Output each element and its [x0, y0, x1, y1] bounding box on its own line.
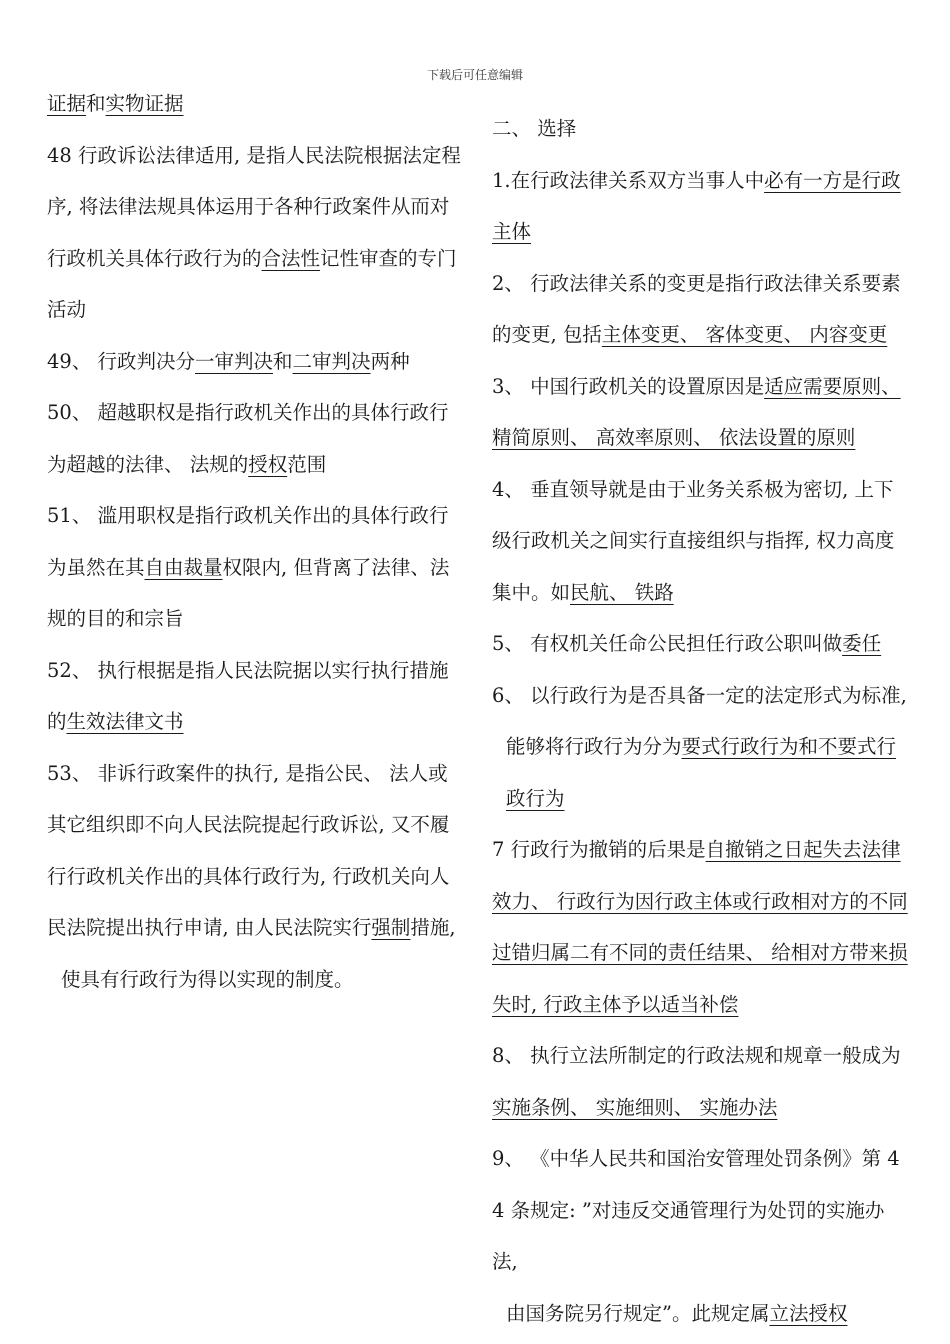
text: 由国务院另行规定”。此规定属 — [506, 1301, 770, 1325]
question-3 — [492, 361, 910, 464]
text: 范围 — [287, 452, 327, 476]
text: 49、 行政判决分 — [47, 349, 196, 373]
right-column — [492, 103, 910, 1339]
underlined-answer: 委任 — [842, 632, 882, 655]
text: 48 行政诉讼法律适用, 是指人民法院根据法定程序, 将法律法规具体运用于各种行政案件从而对行政机关具体行政行为的 — [47, 143, 461, 270]
text: 50、 超越职权是指行政机关作出的具体行政行为超越的法律、 法规的 — [47, 401, 449, 476]
text: 52、 执行根据是指人民法院据以实行执行措施的 — [47, 658, 449, 733]
left-column — [47, 78, 467, 1005]
question-6 — [492, 670, 910, 722]
underlined-answer: 民航、 铁路 — [570, 580, 674, 604]
underlined-answer: 授权 — [248, 452, 288, 476]
text: 1.在行政法律关系双方当事人中 — [492, 168, 765, 192]
text: 措施, — [410, 916, 456, 939]
question-2 — [492, 258, 910, 361]
question-8 — [492, 1030, 910, 1133]
item-50 — [47, 387, 467, 490]
item-53 — [47, 748, 467, 954]
question-4 — [492, 464, 910, 619]
underlined-answer: 生效法律文书 — [66, 710, 184, 733]
text: 记性审查的专门活动 — [47, 246, 457, 321]
text: 4、 垂直领导就是由于业务关系极为密切, 上下级行政机关之间实行直接组织与指挥, 权力高度集中。如 — [492, 477, 895, 604]
text: 5、 有权机关任命公民担任行政公职叫做 — [492, 632, 843, 655]
text: 53、 非诉行政案件的执行, 是指公民、 法人或其它组织即不向人民法院提起行政诉讼, 又不履行行政机关作出的具体行政行为, 行政机关向人民法院提出执行申请, 由人民法院实行 — [47, 761, 450, 939]
text: 51、 滥用职权是指行政机关作出的具体行政行为虽然在其 — [47, 504, 449, 579]
question-9-cont — [492, 1288, 910, 1340]
underlined-answer: 自撤销之日起失去法律效力、 行政行为因行政主体或行政相对方的不同过错归属二有不同的责任结果、 给相对方带来损失时, 行政主体予以适当补偿 — [492, 838, 908, 1016]
text: 3、 中国行政机关的设置原因是 — [492, 374, 765, 398]
text: 8、 执行立法所制定的行政法规和规章一般成为 — [492, 1044, 901, 1067]
underlined-answer: 适应需要原则、精简原则、 高效率原则、 依法设置的原则 — [492, 374, 901, 449]
text: 两种 — [370, 349, 410, 373]
item-51 — [47, 490, 467, 645]
underlined-answer: 合法性 — [261, 246, 321, 270]
text: 权限内, 但背离了法律、法规的目的和宗旨 — [47, 555, 450, 630]
underlined-answer: 一审判决 — [195, 349, 274, 373]
text: 7 行政行为撤销的后果是 — [492, 838, 706, 861]
item-continuation — [47, 78, 467, 130]
question-6-cont — [492, 721, 910, 824]
underlined-answer: 要式行政行为和不要式行政行为 — [506, 735, 897, 810]
item-48 — [47, 130, 467, 336]
question-9 — [492, 1133, 910, 1288]
question-7 — [492, 824, 910, 1030]
underlined-answer: 立法授权 — [769, 1301, 848, 1325]
question-1 — [492, 155, 910, 258]
underlined-answer: 二审判决 — [292, 349, 371, 373]
item-49 — [47, 336, 467, 388]
underlined-answer: 实施条例、 实施细则、 实施办法 — [492, 1095, 778, 1119]
text: 9、 《中华人民共和国治安管理处罚条例》第 44 条规定: ”对违反交通管理行为处罚的实施办法, — [492, 1147, 900, 1273]
underlined-answer: 必有一方是行政主体 — [492, 168, 901, 243]
text: 和 — [273, 349, 293, 373]
question-5 — [492, 618, 910, 670]
underlined-answer: 实物证据 — [105, 92, 184, 115]
underlined-answer: 强制 — [371, 916, 411, 939]
underlined-answer: 自由裁量 — [144, 555, 223, 579]
text: 2、 行政法律关系的变更是指行政法律关系要素的变更, 包括 — [492, 271, 901, 346]
page-header: 下载后可任意编辑 — [426, 68, 523, 82]
text: 和 — [86, 92, 106, 115]
underlined-answer: 证据 — [47, 92, 87, 115]
underlined-answer: 主体变更、 客体变更、 内容变更 — [601, 323, 888, 346]
section-heading: 二、 选择 — [492, 117, 577, 140]
item-52 — [47, 645, 467, 748]
text: 能够将行政行为分为 — [506, 735, 682, 758]
item-53-cont: 使具有行政行为得以实现的制度。 — [61, 967, 354, 991]
text: 6、 以行政行为是否具备一定的法定形式为标准, — [492, 683, 907, 707]
